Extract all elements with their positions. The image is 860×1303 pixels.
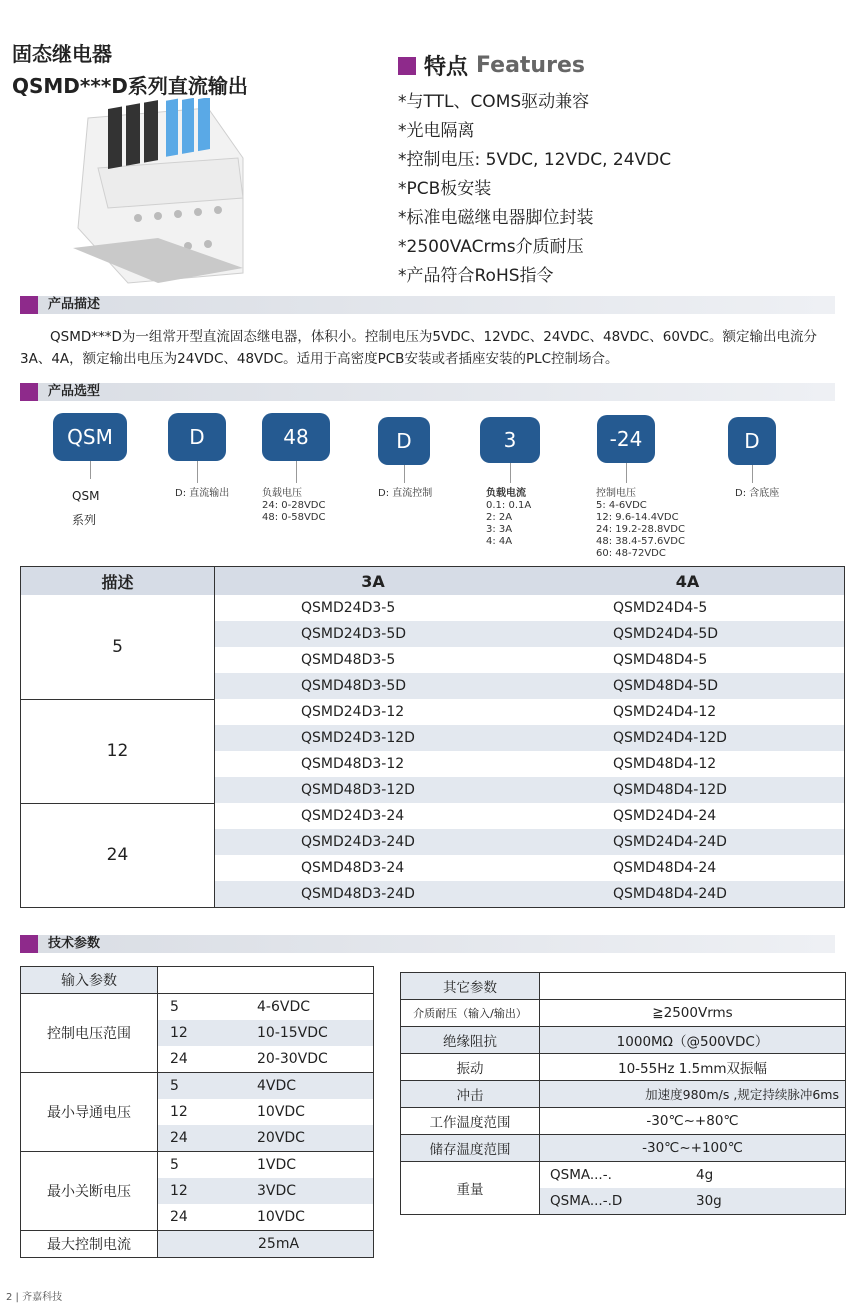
- code-pill-control-voltage: -24: [597, 415, 655, 463]
- table-row: QSMD48D3-24 QSMD48D4-24: [301, 860, 717, 876]
- section-bar-tech: [20, 935, 835, 953]
- table-row: 最小关断电压 5 1VDC: [21, 1152, 374, 1179]
- feature-item: *控制电压: 5VDC, 12VDC, 24VDC: [398, 150, 672, 170]
- connector-line: [510, 463, 511, 483]
- page-footer: 2 | 齐嘉科技: [6, 1292, 63, 1303]
- table-row: 控制电压范围 5 4-6VDC: [21, 994, 374, 1021]
- input-params-title: 输入参数: [21, 967, 158, 994]
- label-socket: D: 含底座: [735, 488, 780, 499]
- page-title: 固态继电器: [12, 42, 112, 66]
- section-title: 产品描述: [48, 297, 101, 312]
- code-pill-socket: D: [728, 417, 776, 465]
- connector-line: [404, 465, 405, 483]
- code-pill-control: D: [378, 417, 430, 465]
- table-header-row: [401, 973, 846, 1000]
- product-description: QSMD***D为一组常开型直流固态继电器，体积小。控制电压为5VDC、12VDC、24VDC、48VDC、60VDC。额定输出电流分3A、4A，额定输出电压为24VDC、48VDC。适用于高密度PCB安装或者插座安装的PLC控制场合。: [20, 329, 817, 367]
- code-pill-load-current: 3: [480, 417, 540, 463]
- group-label: 24: [21, 803, 215, 908]
- table-row: QSMD48D3-5 QSMD48D4-5: [301, 652, 708, 668]
- table-row: QSMA...-.D 30g: [401, 1188, 846, 1215]
- table-row: 24 10VDC: [21, 1204, 374, 1231]
- features-heading: [398, 50, 585, 81]
- table-row: 工作温度范围 -30℃~+80℃: [401, 1108, 846, 1135]
- section-title: 技术参数: [48, 936, 101, 951]
- connector-line: [90, 461, 91, 479]
- table-row: QSMD24D3-24D QSMD24D4-24D: [21, 829, 845, 855]
- table-row: 12 QSMD24D3-12 QSMD24D4-12: [21, 699, 845, 725]
- product-image: [68, 98, 248, 288]
- section-marker: [20, 296, 38, 314]
- table-row: 5 QSMD24D3-5 QSMD24D4-5: [21, 595, 845, 621]
- table-row: QSMD48D3-5D QSMD48D4-5D: [21, 673, 845, 699]
- table-row: 12 10-15VDC: [21, 1020, 374, 1046]
- connector-line: [626, 463, 627, 483]
- code-pill-load-voltage: 48: [262, 413, 330, 461]
- table-header-row: [21, 567, 845, 596]
- table-row: 重量 QSMA...-. 4g: [401, 1162, 846, 1189]
- label-control: D: 直流控制: [378, 488, 433, 499]
- group-label: 12: [21, 699, 215, 803]
- features-heading-en: Features: [476, 53, 585, 78]
- table-row: 储存温度范围 -30℃~+100℃: [401, 1135, 846, 1162]
- header-4a: 4A: [531, 567, 845, 596]
- section-marker: [398, 57, 416, 75]
- input-params-table: [20, 966, 374, 1258]
- table-row: 12 10VDC: [170, 1104, 305, 1120]
- table-row: 最大控制电流 25mA: [21, 1231, 374, 1258]
- label-control-voltage: 控制电压 5: 4-6VDC 12: 9.6-14.4VDC 24: 19.2-28.8VDC 48: 38.4-57.6VDC 60: 48-72VDC: [596, 488, 685, 559]
- feature-item: *PCB板安装: [398, 179, 492, 199]
- features-list: [398, 88, 671, 291]
- table-row: 冲击 加速度980m/s ,规定持续脉冲6ms: [401, 1081, 846, 1108]
- table-row: QSMD24D3-12D QSMD24D4-12D: [21, 725, 845, 751]
- label-load-current: 负载电流 0.1: 0.1A 2: 2A 3: 3A 4: 4A: [486, 488, 532, 547]
- table-row: 绝缘阻抗 1000MΩ（@500VDC）: [401, 1027, 846, 1054]
- features-heading-cn: 特点: [424, 55, 469, 80]
- feature-item: *2500VACrms介质耐压: [398, 237, 584, 257]
- label-output: D: 直流输出: [175, 488, 230, 499]
- table-row: QSMD48D3-24D QSMD48D4-24D: [21, 881, 845, 908]
- connector-line: [296, 461, 297, 483]
- table-row: 24 20-30VDC: [21, 1046, 374, 1073]
- page-subtitle: QSMD***D系列直流输出: [12, 74, 248, 98]
- section-marker: [20, 383, 38, 401]
- table-row: 振动 10-55Hz 1.5mm双振幅: [401, 1054, 846, 1081]
- table-row: QSMD48D3-12D QSMD48D4-12D: [21, 777, 845, 803]
- table-row: QSMD24D3-5D QSMD24D4-5D: [21, 621, 845, 647]
- connector-line: [752, 465, 753, 483]
- feature-item: *与TTL、COMS驱动兼容: [398, 92, 590, 112]
- table-row: 12 3VDC: [21, 1178, 374, 1204]
- label-load-voltage: 负载电压 24: 0-28VDC 48: 0-58VDC: [262, 488, 326, 523]
- code-pill-series: QSM: [53, 413, 127, 461]
- section-title: 产品选型: [48, 384, 101, 399]
- header-desc: 描述: [21, 567, 215, 596]
- group-label: 5: [21, 595, 215, 699]
- other-params-title: 其它参数: [401, 973, 540, 1000]
- feature-item: *产品符合RoHS指令: [398, 266, 554, 286]
- code-pill-output: D: [168, 413, 226, 461]
- other-params-table: [400, 972, 846, 1215]
- feature-item: *标准电磁继电器脚位封装: [398, 208, 594, 228]
- section-bar-selection: [20, 383, 835, 401]
- table-row: 介质耐压（输入/输出） ≧2500Vrms: [401, 1000, 846, 1027]
- header-3a: 3A: [215, 567, 532, 596]
- section-marker: [20, 935, 38, 953]
- feature-item: *光电隔离: [398, 121, 475, 141]
- model-table: [20, 566, 845, 908]
- table-row: 24 QSMD24D3-24 QSMD24D4-24: [21, 803, 845, 829]
- table-row: 最小导通电压 5 4VDC: [21, 1073, 374, 1100]
- connector-line: [197, 461, 198, 483]
- weight-label: 重量: [401, 1162, 540, 1215]
- table-row: QSMD48D3-12 QSMD48D4-12: [301, 756, 717, 772]
- table-row: 24 20VDC: [21, 1125, 374, 1152]
- section-bar-description: [20, 296, 835, 314]
- table-header-row: [21, 967, 374, 994]
- label-series: QSM 系列: [72, 489, 100, 527]
